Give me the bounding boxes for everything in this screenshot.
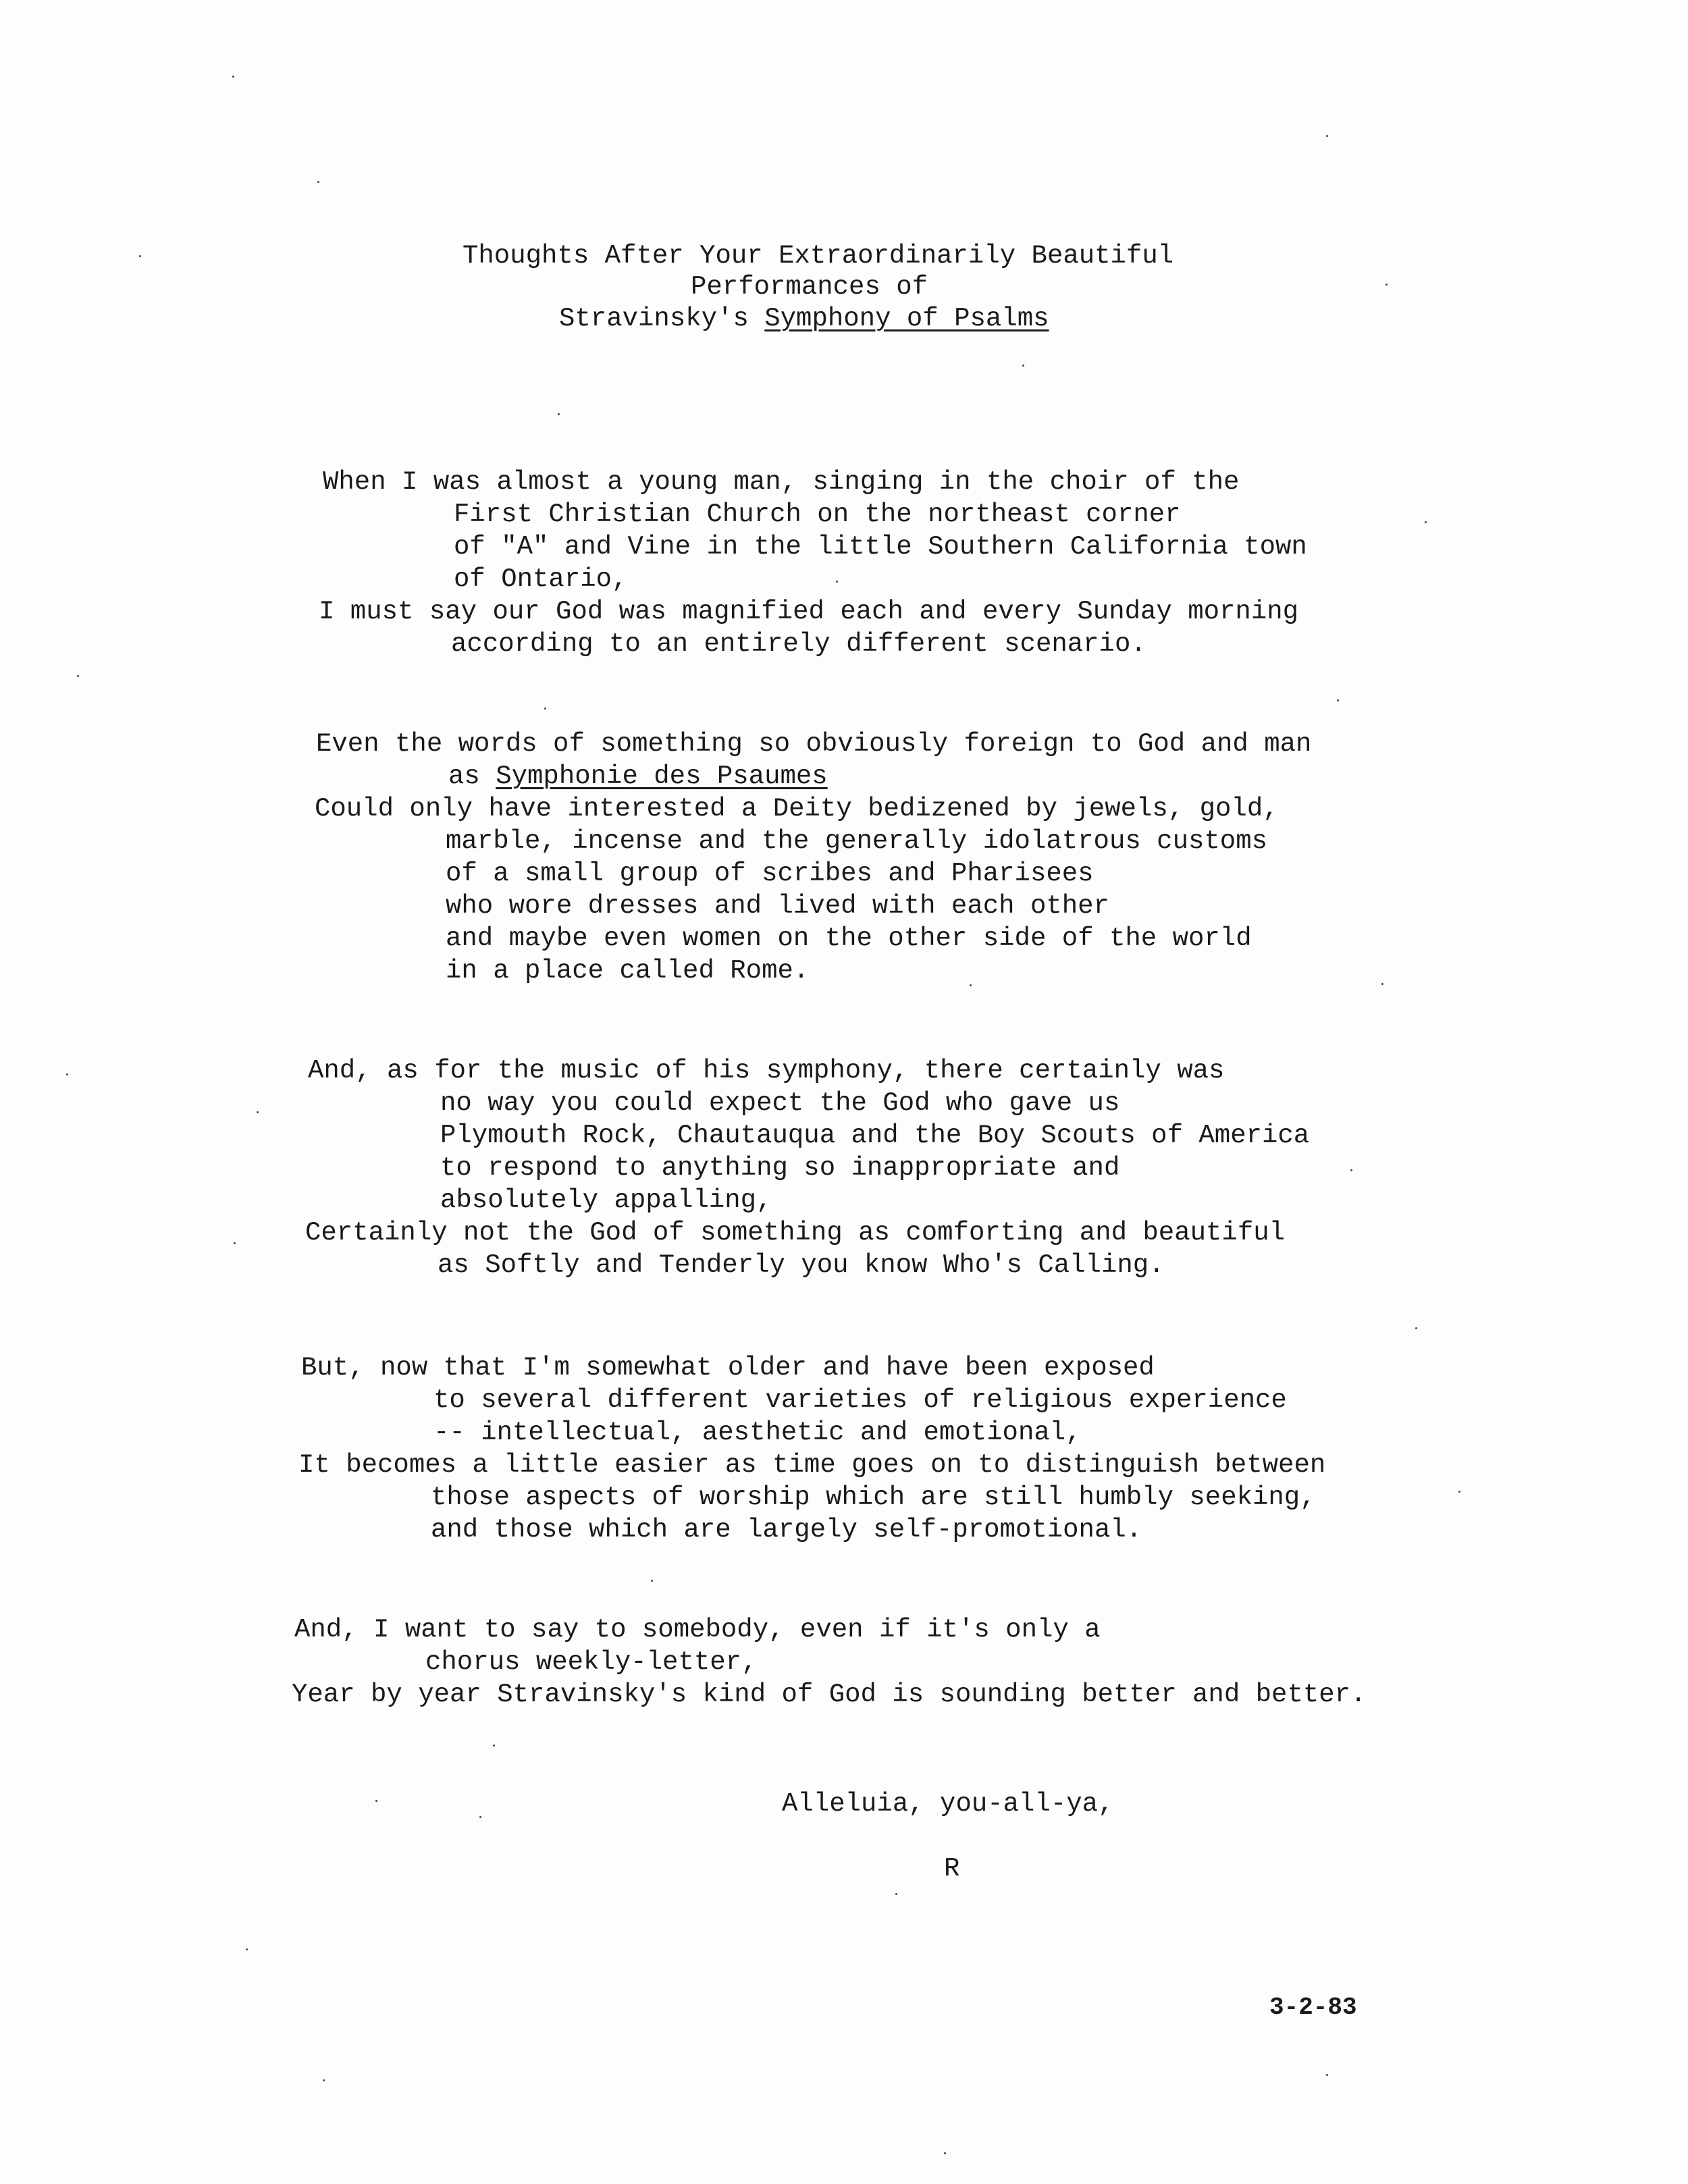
stanza-2-line-1: Even the words of something so obviously foreign to God and man bbox=[316, 729, 1312, 759]
scan-speck bbox=[493, 1744, 495, 1747]
scan-speck bbox=[232, 76, 234, 78]
scan-speck bbox=[651, 1580, 653, 1582]
scan-speck bbox=[558, 413, 560, 415]
stanza-2-line-2-prefix: as bbox=[448, 762, 496, 791]
scan-speck bbox=[317, 181, 319, 183]
scan-speck bbox=[479, 1816, 481, 1818]
stanza-1-line-4: of Ontario, bbox=[454, 564, 628, 594]
stanza-4-line-5: those aspects of worship which are still humbly seeking, bbox=[431, 1483, 1316, 1512]
stanza-5-line-3: Year by year Stravinsky's kind of God is sounding better and better. bbox=[292, 1680, 1367, 1709]
scan-speck bbox=[323, 2079, 325, 2081]
stanza-2-work-title: Symphonie des Psaumes bbox=[496, 762, 828, 791]
stanza-3-line-5: absolutely appalling, bbox=[440, 1186, 772, 1215]
scan-speck bbox=[1415, 1327, 1417, 1329]
scan-speck bbox=[944, 2152, 946, 2154]
scan-speck bbox=[1337, 699, 1339, 701]
title-composer: Stravinsky's bbox=[559, 304, 765, 334]
stanza-1-line-3: of "A" and Vine in the little Southern California town bbox=[454, 532, 1307, 562]
title-line-1: Thoughts After Your Extraordinarily Beautiful bbox=[463, 241, 1174, 271]
stanza-4-line-6: and those which are largely self-promotional. bbox=[431, 1515, 1142, 1545]
stanza-5-line-1: And, I want to say to somebody, even if it's only a bbox=[294, 1615, 1101, 1645]
stanza-4-line-2: to several different varieties of religious experience bbox=[433, 1385, 1287, 1415]
scan-speck bbox=[66, 1073, 68, 1075]
stanza-5-line-2: chorus weekly-letter, bbox=[425, 1647, 758, 1677]
closing-salutation: Alleluia, you-all-ya, bbox=[782, 1789, 1114, 1819]
scan-speck bbox=[1425, 521, 1427, 523]
signature-initial: R bbox=[944, 1854, 960, 1884]
date: 3-2-83 bbox=[1269, 1994, 1357, 2021]
scan-speck bbox=[257, 1111, 259, 1113]
stanza-2-line-8: in a place called Rome. bbox=[446, 956, 810, 986]
stanza-2-line-2 bbox=[448, 760, 828, 793]
scan-speck bbox=[1386, 284, 1388, 286]
scan-speck bbox=[1326, 135, 1328, 137]
stanza-1-line-1: When I was almost a young man, singing in the choir of the bbox=[323, 467, 1240, 497]
stanza-2-line-4: marble, incense and the generally idolatrous customs bbox=[446, 826, 1267, 856]
stanza-4-line-3: -- intellectual, aesthetic and emotional, bbox=[433, 1418, 1082, 1447]
scan-speck bbox=[544, 708, 546, 710]
scan-speck bbox=[836, 581, 838, 583]
stanza-4-line-1: But, now that I'm somewhat older and have been exposed bbox=[301, 1353, 1155, 1383]
scan-speck bbox=[234, 1242, 236, 1244]
stanza-2-line-6: who wore dresses and lived with each other bbox=[446, 891, 1109, 921]
stanza-1-line-5: I must say our God was magnified each and every Sunday morning bbox=[319, 597, 1299, 627]
scan-speck bbox=[1326, 2074, 1328, 2076]
stanza-3-line-1: And, as for the music of his symphony, there certainly was bbox=[308, 1056, 1225, 1086]
scan-speck bbox=[246, 1948, 248, 1950]
stanza-3-line-2: no way you could expect the God who gave us bbox=[440, 1088, 1120, 1118]
stanza-1-line-6: according to an entirely different scenario. bbox=[451, 629, 1146, 659]
stanza-3-line-6: Certainly not the God of something as comforting and beautiful bbox=[305, 1218, 1286, 1248]
title-line-3 bbox=[559, 302, 1049, 335]
scan-speck bbox=[77, 675, 79, 677]
stanza-2-line-5: of a small group of scribes and Pharisees bbox=[446, 859, 1094, 888]
stanza-4-line-4: It becomes a little easier as time goes on to distinguish between bbox=[298, 1450, 1326, 1480]
scan-speck bbox=[375, 1800, 377, 1802]
stanza-2-line-7: and maybe even women on the other side of the world bbox=[446, 924, 1252, 953]
title-work: Symphony of Psalms bbox=[764, 304, 1049, 334]
stanza-1-line-2: First Christian Church on the northeast corner bbox=[454, 500, 1181, 529]
scan-speck bbox=[1458, 1491, 1460, 1493]
title-line-2: Performances of bbox=[691, 272, 928, 302]
scan-speck bbox=[139, 255, 141, 257]
stanza-3-line-4: to respond to anything so inappropriate and bbox=[440, 1153, 1120, 1183]
stanza-2-line-3: Could only have interested a Deity bedizened by jewels, gold, bbox=[315, 794, 1279, 824]
scan-speck bbox=[1350, 1169, 1352, 1171]
stanza-3-line-7: as Softly and Tenderly you know Who's Calling. bbox=[438, 1250, 1165, 1280]
stanza-3-line-3: Plymouth Rock, Chautauqua and the Boy Scouts of America bbox=[440, 1121, 1310, 1150]
scan-speck bbox=[970, 984, 972, 986]
scan-speck bbox=[1022, 365, 1024, 367]
scan-speck bbox=[895, 1893, 897, 1895]
scan-speck bbox=[1381, 983, 1383, 985]
